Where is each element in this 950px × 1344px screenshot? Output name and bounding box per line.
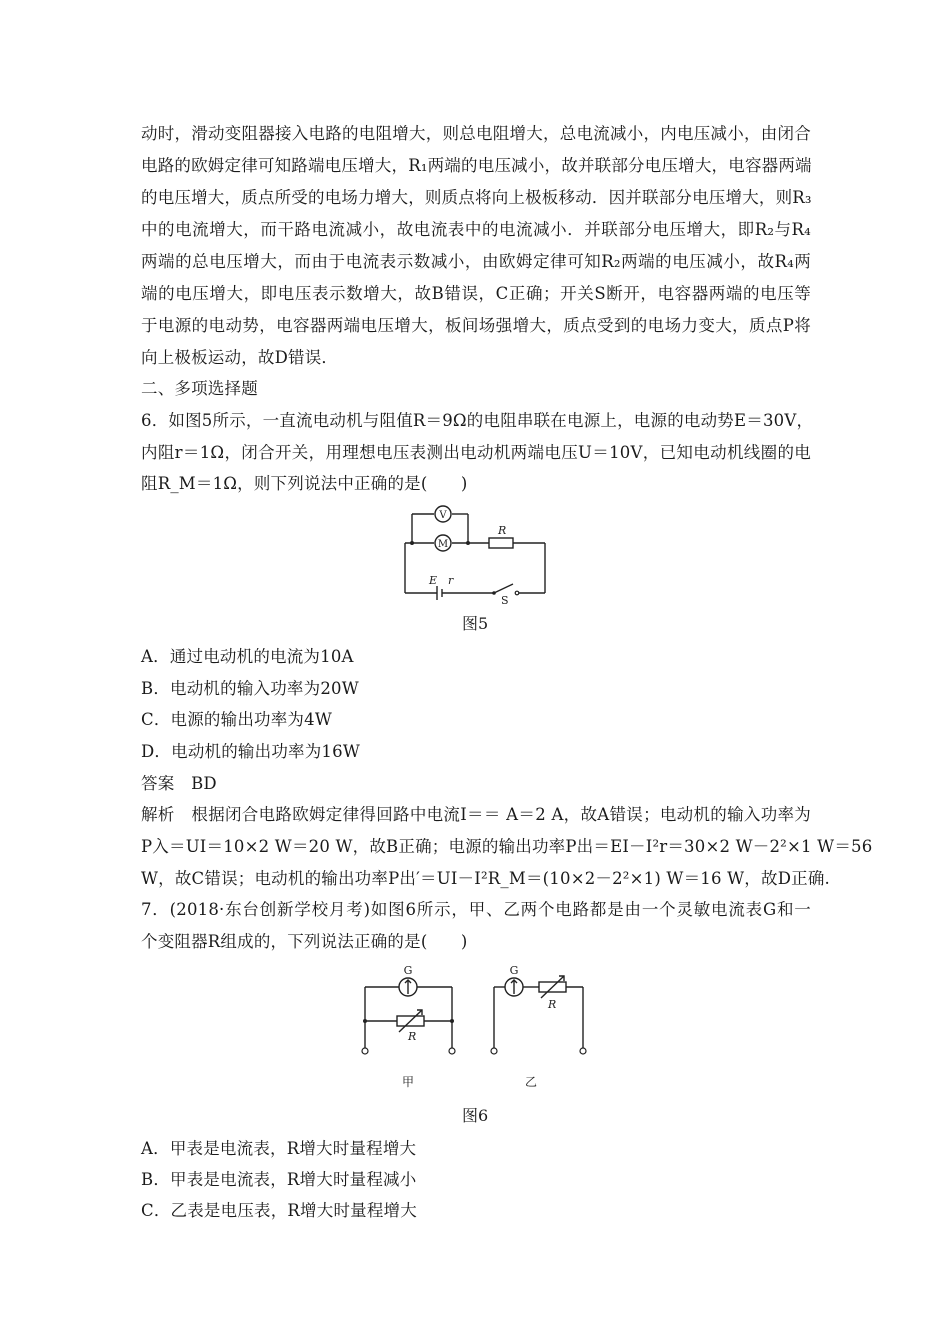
galvanometer-label-left: G: [403, 964, 413, 977]
q6-analysis-line: P入＝UI＝10×2 W＝20 W，故B正确；电源的输出功率P出＝EI－I²r＝30×2 W－2²×1 W＝56: [141, 837, 873, 856]
q6-option-c: C．电源的输出功率为4W: [141, 710, 332, 729]
section-title: 二、多项选择题: [141, 379, 258, 398]
q7-stem-line: 7．(2018·东台创新学校月考)如图6所示，甲、乙两个电路都是由一个灵敏电流表G和一: [141, 900, 811, 919]
resistor-label-left: R: [408, 1030, 417, 1043]
q6-stem-line: 内阻r＝1Ω，闭合开关，用理想电压表测出电动机两端电压U＝10V，已知电动机线圈的电: [141, 443, 811, 462]
figure-5-circuit: [400, 500, 550, 605]
q6-option-b: B．电动机的输入功率为20W: [141, 679, 359, 698]
q7-option-a: A．甲表是电流表，R增大时量程增大: [141, 1139, 417, 1158]
q7-stem-line: 个变阻器R组成的，下列说法正确的是( ): [141, 932, 468, 951]
q7-option-c: C．乙表是电压表，R增大时量程增大: [141, 1201, 417, 1220]
circuit-yi-label: 乙: [524, 1075, 538, 1089]
switch-label: S: [501, 594, 509, 605]
analysis-line: 端的电压增大，即电压表示数增大，故B错误，C正确；开关S断开，电容器两端的电压等: [141, 284, 811, 303]
q6-stem-line: 阻R_M＝1Ω，则下列说法中正确的是( ): [141, 474, 468, 493]
internal-resistance-label: r: [448, 574, 454, 587]
resistor-label: R: [498, 524, 507, 537]
emf-label: E: [429, 574, 438, 587]
figure-6-caption: 图6: [462, 1106, 489, 1125]
analysis-line: 的电压增大，质点所受的电场力增大，则质点将向上极板移动．因并联部分电压增大，则R₃: [141, 188, 812, 207]
q6-option-d: D．电动机的输出功率为16W: [141, 742, 360, 761]
q6-option-a: A．通过电动机的电流为10A: [141, 647, 354, 666]
resistor-label-right: R: [548, 998, 557, 1011]
q6-stem-line: 6．如图5所示，一直流电动机与阻值R＝9Ω的电阻串联在电源上，电源的电动势E＝30V，: [141, 411, 814, 430]
galvanometer-label-right: G: [509, 964, 519, 977]
analysis-line: 向上极板运动，故D错误．: [141, 348, 339, 367]
analysis-line: 电路的欧姆定律可知路端电压增大，R₁两端的电压减小，故并联部分电压增大，电容器两端: [141, 156, 812, 175]
q7-option-b: B．甲表是电流表，R增大时量程减小: [141, 1170, 417, 1189]
figure-6-circuits: [355, 962, 595, 1092]
q6-analysis-line: W，故C错误；电动机的输出功率P出′＝UI－I²R_M＝(10×2－2²×1) W＝16 W，故D正确.: [141, 869, 830, 888]
analysis-line: 于电源的电动势，电容器两端电压增大，板间场强增大，质点受到的电场力变大，质点P将: [141, 316, 811, 335]
q6-analysis-line: 解析 根据闭合电路欧姆定律得回路中电流I＝＝ A＝2 A，故A错误；电动机的输入功率为: [141, 805, 811, 824]
analysis-line: 两端的总电压增大，而由于电流表示数减小，由欧姆定律可知R₂两端的电压减小，故R₄两: [141, 252, 811, 271]
circuit-jia-label: 甲: [401, 1075, 415, 1089]
motor-label: M: [437, 539, 449, 550]
q6-answer: 答案 BD: [141, 774, 217, 793]
voltmeter-label: V: [439, 510, 447, 521]
figure-5-caption: 图5: [462, 614, 489, 633]
analysis-line: 动时，滑动变阻器接入电路的电阻增大，则总电阻增大，总电流减小，内电压减小，由闭合: [141, 124, 811, 143]
analysis-line: 中的电流增大，而干路电流减小，故电流表中的电流减小．并联部分电压增大，即R₂与R₄: [141, 220, 811, 239]
